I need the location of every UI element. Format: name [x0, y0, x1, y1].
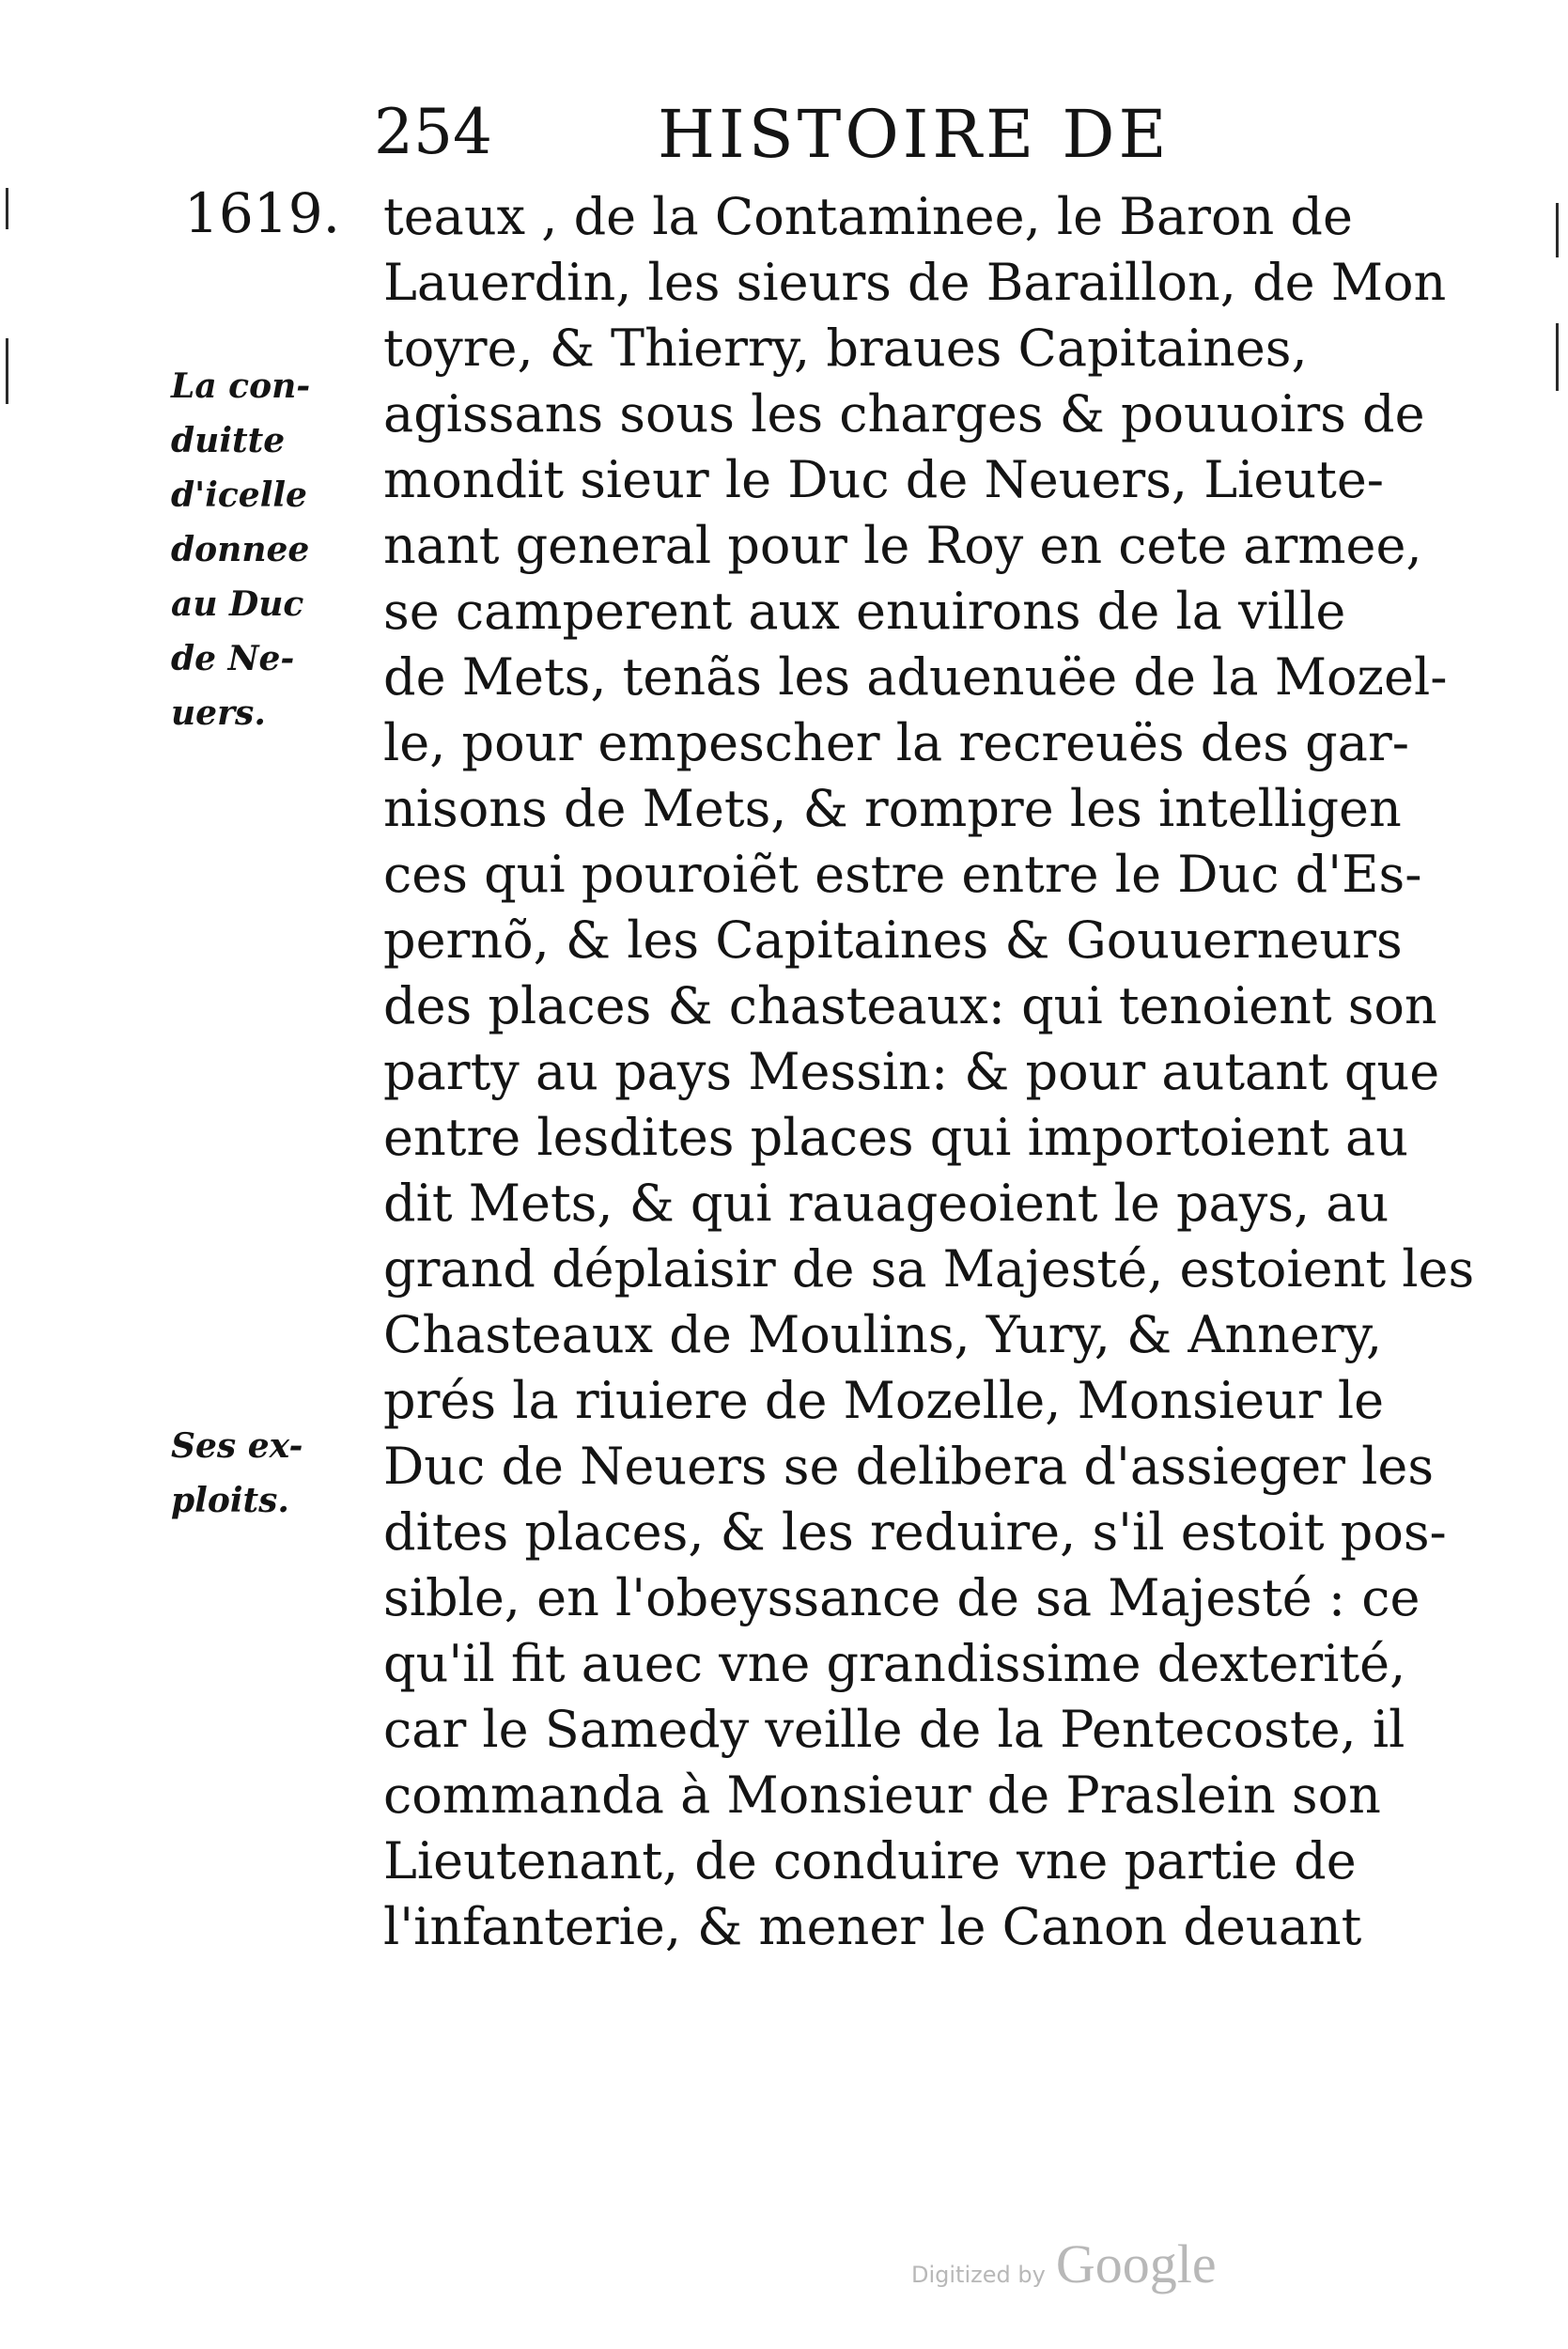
marginal-line: La con-	[171, 366, 311, 406]
text-line: ces qui pouroiẽt estre entre le Duc d'Es-	[383, 845, 1422, 904]
text-line: entre lesdites places qui importoient au	[383, 1108, 1408, 1167]
body-text	[383, 184, 1475, 1960]
marginal-line: de Ne-	[171, 639, 295, 678]
page-edge-mark	[1556, 323, 1559, 391]
text-line: commanda à Monsieur de Praslein son	[383, 1766, 1381, 1825]
google-watermark	[911, 2232, 1217, 2295]
text-line: teaux , de la Contaminee, le Baron de	[383, 187, 1353, 246]
text-line: se camperent aux enuirons de la ville	[383, 582, 1346, 641]
text-line: des places & chasteaux: qui tenoient son	[383, 976, 1437, 1035]
text-line: Chasteaux de Moulins, Yury, & Annery,	[383, 1305, 1383, 1364]
watermark-digitized-by: Digitized by	[911, 2262, 1046, 2288]
margin-year: 1619.	[184, 181, 341, 245]
marginal-line: d'icelle	[171, 475, 307, 515]
text-line: party au pays Messin: & pour autant que	[383, 1042, 1440, 1101]
text-line: l'infanterie, & mener le Canon deuant	[383, 1897, 1362, 1956]
marginal-line: ploits.	[171, 1481, 289, 1520]
page-edge-mark	[6, 338, 8, 404]
running-head: HISTOIRE DE	[658, 96, 1171, 173]
page-number: 254	[374, 96, 492, 168]
page-edge-mark	[1556, 203, 1559, 257]
text-line: dites places, & les reduire, s'il estoit pos-	[383, 1502, 1447, 1562]
marginal-line: uers.	[171, 693, 266, 733]
text-line: grand déplaisir de sa Majesté, estoient les	[383, 1239, 1475, 1299]
text-line: Lieutenant, de conduire vne partie de	[383, 1831, 1357, 1890]
text-line: car le Samedy veille de la Pentecoste, il	[383, 1700, 1405, 1759]
marginal-line: au Duc	[171, 584, 304, 624]
text-line: sible, en l'obeyssance de sa Majesté : ce	[383, 1568, 1421, 1627]
marginal-line: duitte	[171, 421, 286, 460]
marginal-line: donnee	[171, 530, 310, 569]
watermark-google-logo: Google	[1055, 2233, 1217, 2295]
text-line: nant general pour le Roy en cete armee,	[383, 516, 1422, 575]
text-line: nisons de Mets, & rompre les intelligen	[383, 779, 1402, 838]
text-line: le, pour empescher la recreuës des gar-	[383, 713, 1409, 772]
text-line: Duc de Neuers se delibera d'assieger les	[383, 1437, 1435, 1496]
marginal-line: Ses ex-	[171, 1426, 303, 1466]
text-line: prés la riuiere de Mozelle, Monsieur le	[383, 1371, 1385, 1430]
text-line: Lauerdin, les sieurs de Baraillon, de Mon	[383, 253, 1447, 312]
text-line: de Mets, tenãs les aduenuëe de la Mozel-	[383, 647, 1448, 707]
text-line: dit Mets, & qui rauageoient le pays, au	[383, 1174, 1389, 1233]
text-line: qu'il fit auec vne grandissime dexterité,	[383, 1634, 1406, 1693]
text-line: agissans sous les charges & pouuoirs de	[383, 384, 1425, 443]
marginal-note-exploits	[171, 1419, 303, 1528]
text-line: pernõ, & les Capitaines & Gouuerneurs	[383, 910, 1403, 970]
text-line: toyre, & Thierry, braues Capitaines,	[383, 319, 1308, 378]
text-line: mondit sieur le Duc de Neuers, Lieute-	[383, 450, 1385, 509]
page-edge-mark	[6, 188, 8, 229]
marginal-note-conduct	[171, 359, 310, 740]
